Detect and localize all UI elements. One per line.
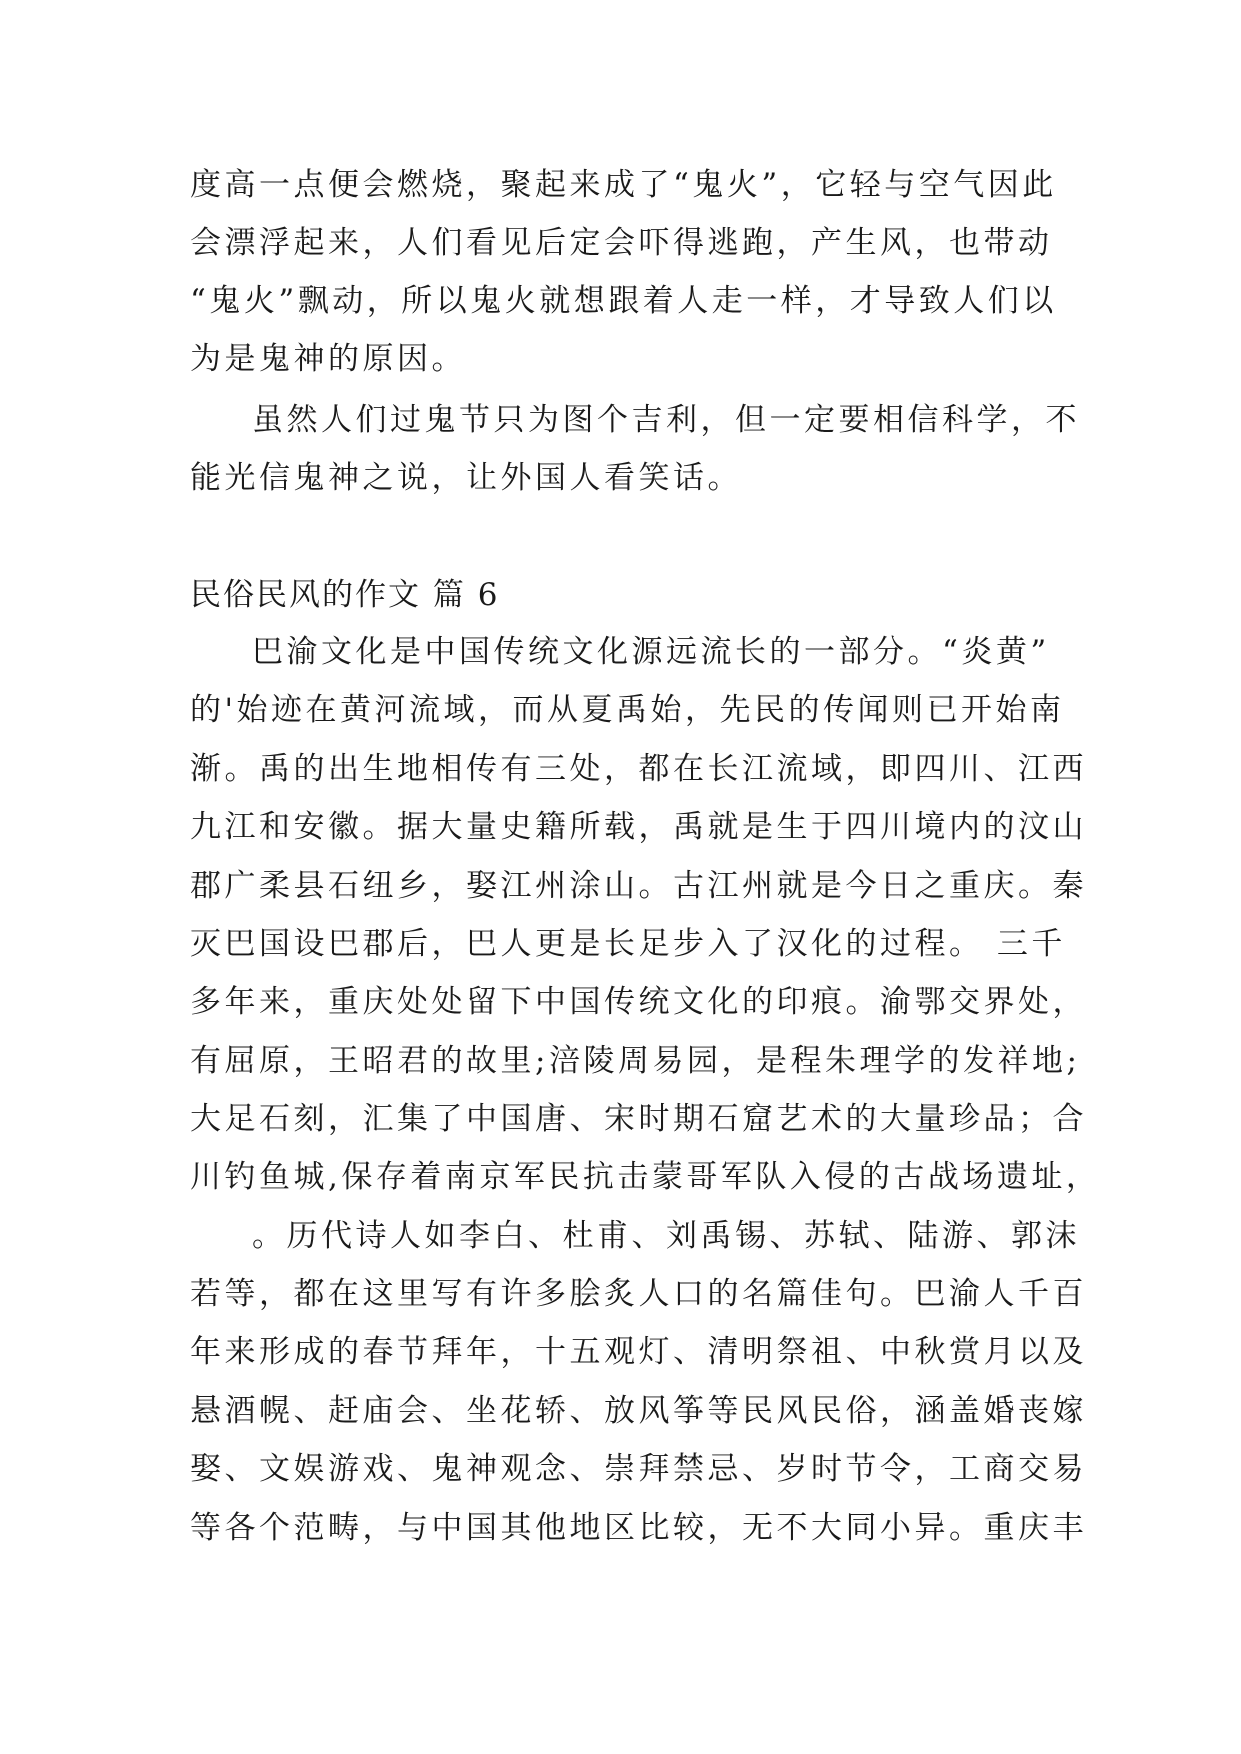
- paragraph-line: 的'始迹在黄河流域，而从夏禹始，先民的传闻则已开始南: [190, 692, 1065, 728]
- paragraph-line: 若等，都在这里写有许多脍炙人口的名篇佳句。巴渝人千百: [190, 1276, 1087, 1312]
- paragraph-line: 川钓鱼城,保存着南京军民抗击蒙哥军队入侵的古战场遗址，: [190, 1159, 1101, 1195]
- paragraph-line: 虽然人们过鬼节只为图个吉利，但一定要相信科学，不: [252, 402, 1080, 438]
- paragraph-line: 会漂浮起来，人们看见后定会吓得逃跑，产生风，也带动: [190, 225, 1053, 261]
- paragraph-line: 。历代诗人如李白、杜甫、刘禹锡、苏轼、陆游、郭沫: [252, 1218, 1080, 1254]
- paragraph-line: 大足石刻，汇集了中国唐、宋时期石窟艺术的大量珍品；合: [190, 1101, 1087, 1137]
- paragraph-line: 娶、文娱游戏、鬼神观念、崇拜禁忌、岁时节令，工商交易: [190, 1451, 1087, 1487]
- paragraph-line: 有屈原，王昭君的故里;涪陵周易园，是程朱理学的发祥地;: [190, 1043, 1081, 1079]
- section-heading: 民俗民风的作文 篇 6: [190, 577, 500, 613]
- paragraph-line: 年来形成的春节拜年，十五观灯、清明祭祖、中秋赏月以及: [190, 1334, 1087, 1370]
- paragraph-line: 郡广柔县石纽乡，娶江州涂山。古江州就是今日之重庆。秦: [190, 868, 1087, 904]
- paragraph-line: 多年来，重庆处处留下中国传统文化的印痕。渝鄂交界处，: [190, 984, 1087, 1020]
- paragraph-line: 灭巴国设巴郡后，巴人更是长足步入了汉化的过程。 三千: [190, 926, 1066, 962]
- paragraph-line: “鬼火”飘动，所以鬼火就想跟着人走一样，才导致人们以: [190, 283, 1057, 319]
- paragraph-line: 度高一点便会燃烧，聚起来成了“鬼火”，它轻与空气因此: [190, 167, 1057, 203]
- paragraph-line: 渐。禹的出生地相传有三处，都在长江流域，即四川、江西: [190, 751, 1087, 787]
- paragraph-line: 九江和安徽。据大量史籍所载，禹就是生于四川境内的汶山: [190, 809, 1087, 845]
- paragraph-line: 为是鬼神的原因。: [190, 341, 466, 377]
- paragraph-line: 等各个范畴，与中国其他地区比较，无不大同小异。重庆丰: [190, 1510, 1087, 1546]
- paragraph-line: 悬酒幌、赶庙会、坐花轿、放风筝等民风民俗，涵盖婚丧嫁: [190, 1393, 1087, 1429]
- paragraph-line: 能光信鬼神之说，让外国人看笑话。: [190, 460, 742, 496]
- paragraph-line: 巴渝文化是中国传统文化源远流长的一部分。“炎黄”: [252, 634, 1050, 670]
